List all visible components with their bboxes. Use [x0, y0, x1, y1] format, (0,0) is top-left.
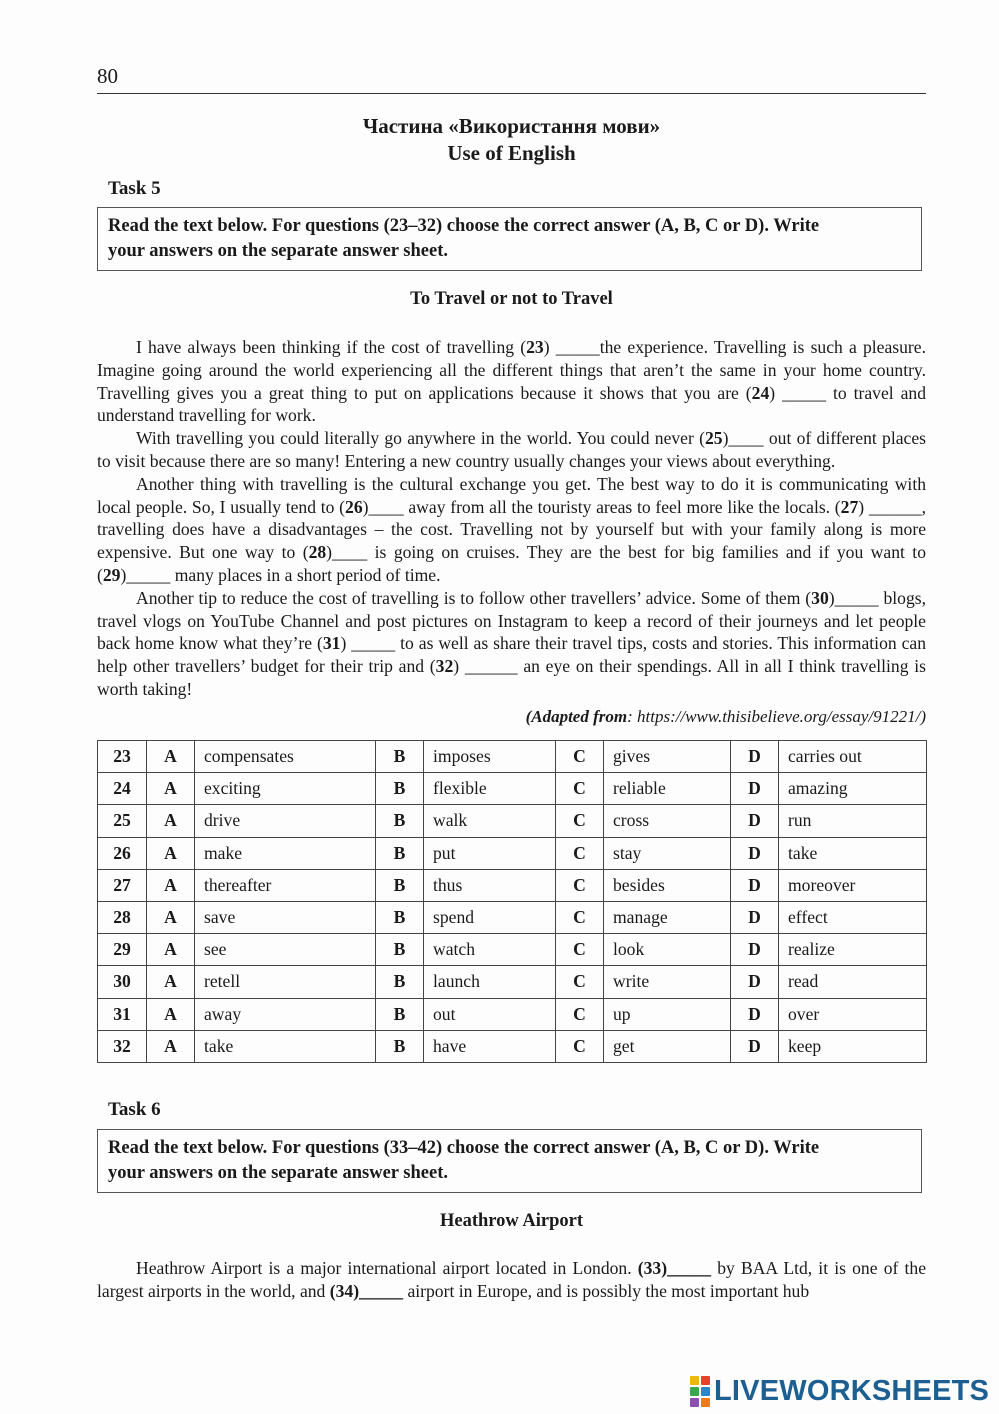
option-d-cell: effect — [779, 901, 927, 933]
option-d-cell: carries out — [779, 741, 927, 773]
question-number: (34)_____ — [329, 1280, 404, 1301]
option-b-cell: flexible — [424, 773, 556, 805]
option-letter-b: B — [376, 837, 424, 869]
text-run: With travelling you could literally go anywhere in the world. You could never ( — [136, 428, 705, 449]
question-number: 32 — [435, 656, 454, 677]
option-letter-d: D — [731, 998, 779, 1030]
table-row — [98, 773, 927, 805]
logo-square — [690, 1398, 699, 1407]
text-run: Heathrow Airport is a major international airport located in London. — [136, 1258, 638, 1278]
question-number-cell: 25 — [98, 805, 147, 837]
section-title-ua: Частина «Використання мови» — [362, 114, 661, 138]
question-number: (33)_____ — [637, 1258, 712, 1278]
option-d-cell: run — [779, 805, 927, 837]
option-letter-c: C — [556, 805, 604, 837]
question-number-cell: 30 — [98, 966, 147, 998]
option-a-cell: away — [195, 998, 376, 1030]
option-letter-a: A — [147, 966, 195, 998]
liveworksheets-logo[interactable] — [690, 1374, 989, 1408]
option-letter-a: A — [147, 837, 195, 869]
option-letter-b: B — [376, 998, 424, 1030]
task5-instruction-box — [97, 207, 922, 271]
table-row — [98, 805, 927, 837]
option-c-cell: stay — [604, 837, 731, 869]
text-run: airport in Europe, and is possibly the most important hub — [403, 1280, 810, 1301]
text-run: )____ away from all the touristy areas to feel more like the locals. ( — [362, 496, 841, 517]
option-letter-a: A — [147, 934, 195, 966]
table-row — [98, 998, 927, 1030]
option-d-cell: take — [779, 837, 927, 869]
question-number: 31 — [322, 633, 341, 654]
option-letter-a: A — [147, 869, 195, 901]
option-b-cell: thus — [424, 869, 556, 901]
option-letter-c: C — [556, 998, 604, 1030]
option-letter-c: C — [556, 741, 604, 773]
option-letter-c: C — [556, 869, 604, 901]
option-c-cell: reliable — [604, 773, 731, 805]
option-letter-a: A — [147, 805, 195, 837]
option-d-cell: read — [779, 966, 927, 998]
page-number: 80 — [97, 64, 118, 88]
option-a-cell: retell — [195, 966, 376, 998]
option-letter-a: A — [147, 901, 195, 933]
text-run: )_____ blogs, travel vlogs on YouTube Channel and post pictures on Instagram to keep a record of their journeys and let people back home know what they’re ( — [97, 587, 927, 654]
option-c-cell: manage — [604, 901, 731, 933]
task6-text — [97, 1257, 926, 1303]
option-c-cell: get — [604, 1030, 731, 1062]
task6-paragraph — [97, 1257, 926, 1303]
option-c-cell: cross — [604, 805, 731, 837]
source-url: : https://www.thisibelieve.org/essay/91221/) — [627, 707, 926, 726]
option-b-cell: spend — [424, 901, 556, 933]
table-row — [98, 869, 927, 901]
question-number: 23 — [526, 337, 544, 357]
text-run: I have always been thinking if the cost of travelling ( — [136, 337, 527, 357]
options-table — [97, 740, 927, 1063]
logo-mark-icon — [690, 1376, 710, 1407]
option-d-cell: over — [779, 998, 927, 1030]
task5-text — [97, 336, 926, 701]
task5-paragraph — [97, 427, 926, 473]
option-a-cell: compensates — [195, 741, 376, 773]
task5-paragraph — [97, 473, 926, 587]
option-letter-b: B — [376, 901, 424, 933]
question-number-cell: 23 — [98, 741, 147, 773]
task6-instruction-box — [97, 1129, 922, 1193]
top-rule — [97, 93, 926, 94]
text-run: ) ______ an eye on their spendings. All in all I think travelling is worth taking! — [97, 656, 926, 699]
task6-label: Task 6 — [108, 1099, 161, 1120]
option-letter-b: B — [376, 869, 424, 901]
text-run: )_____ many places in a short period of time. — [120, 564, 441, 585]
question-number-cell: 24 — [98, 773, 147, 805]
option-letter-d: D — [731, 1030, 779, 1062]
option-letter-b: B — [376, 773, 424, 805]
option-letter-d: D — [731, 966, 779, 998]
task6-instruction-line2: your answers on the separate answer sheet. — [108, 1163, 449, 1183]
text-run: )____ is going on cruises. They are the best for big families and if you want to ( — [97, 542, 926, 585]
option-letter-d: D — [731, 934, 779, 966]
logo-square — [701, 1387, 710, 1396]
task5-source — [97, 707, 926, 727]
option-letter-d: D — [731, 805, 779, 837]
logo-text: LIVEWORKSHEETS — [714, 1374, 990, 1407]
option-b-cell: have — [424, 1030, 556, 1062]
option-b-cell: walk — [424, 805, 556, 837]
task6-text-title: Heathrow Airport — [439, 1211, 583, 1231]
option-a-cell: save — [195, 901, 376, 933]
option-d-cell: realize — [779, 934, 927, 966]
question-number-cell: 31 — [98, 998, 147, 1030]
option-a-cell: drive — [195, 805, 376, 837]
text-run: ) _____ to as well as share their travel tips, costs and stories. This information can help other travellers’ budget for their trip and ( — [97, 633, 926, 677]
option-letter-b: B — [376, 1030, 424, 1062]
table-row — [98, 837, 927, 869]
option-letter-b: B — [376, 741, 424, 773]
question-number-cell: 32 — [98, 1030, 147, 1062]
option-d-cell: moreover — [779, 869, 927, 901]
option-letter-d: D — [731, 837, 779, 869]
option-b-cell: imposes — [424, 741, 556, 773]
question-number: 26 — [345, 496, 363, 517]
option-letter-d: D — [731, 741, 779, 773]
section-title-en: Use of English — [447, 141, 576, 165]
text-run: by BAA Ltd, it is one of the largest airports in the world, and — [97, 1258, 926, 1301]
text-run: Another thing with travelling is the cultural exchange you get. The best way to do it is communicating with local people. So, I usually tend to ( — [97, 473, 926, 517]
option-d-cell: keep — [779, 1030, 927, 1062]
option-b-cell: watch — [424, 934, 556, 966]
table-row — [98, 1030, 927, 1062]
option-letter-a: A — [147, 773, 195, 805]
option-c-cell: gives — [604, 741, 731, 773]
option-letter-c: C — [556, 901, 604, 933]
option-letter-b: B — [376, 966, 424, 998]
option-c-cell: write — [604, 966, 731, 998]
option-letter-a: A — [147, 741, 195, 773]
task6-instruction-line1: Read the text below. For questions (33–42) choose the correct answer (A, B, C or D). Write — [108, 1138, 820, 1158]
logo-square — [690, 1376, 699, 1385]
option-a-cell: exciting — [195, 773, 376, 805]
option-d-cell: amazing — [779, 773, 927, 805]
option-letter-a: A — [147, 998, 195, 1030]
option-letter-b: B — [376, 805, 424, 837]
option-letter-d: D — [731, 773, 779, 805]
logo-square — [690, 1387, 699, 1396]
question-number: 24 — [751, 382, 770, 403]
option-b-cell: out — [424, 998, 556, 1030]
option-b-cell: launch — [424, 966, 556, 998]
option-letter-b: B — [376, 934, 424, 966]
text-run: ) _____ to travel and understand travelling for work. — [97, 382, 926, 426]
option-c-cell: besides — [604, 869, 731, 901]
text-run: Another tip to reduce the cost of travelling is to follow other travellers’ advice. Some of them ( — [136, 587, 812, 608]
question-number-cell: 29 — [98, 934, 147, 966]
question-number: 27 — [840, 496, 859, 517]
option-letter-c: C — [556, 966, 604, 998]
question-number-cell: 26 — [98, 837, 147, 869]
text-run: ) _____the experience. Travelling is such a pleasure. Imagine going around the world experiencing all the different things that aren’t the same in your home country. Travelling gives you a great thing to put on applications because it shows that you are ( — [97, 337, 926, 403]
source-prefix: (Adapted from — [525, 707, 628, 726]
table-row — [98, 966, 927, 998]
task5-paragraph — [97, 336, 926, 427]
task5-text-title: To Travel or not to Travel — [410, 289, 613, 309]
option-a-cell: make — [195, 837, 376, 869]
option-letter-c: C — [556, 837, 604, 869]
text-run: ) ______, travelling does have a disadvantages – the cost. Travelling not by yourself but with your family along is more expensive. But one way to ( — [97, 496, 927, 563]
question-number: 29 — [102, 564, 121, 585]
table-row — [98, 934, 927, 966]
option-a-cell: thereafter — [195, 869, 376, 901]
logo-square — [701, 1376, 710, 1385]
table-row — [98, 901, 927, 933]
option-a-cell: take — [195, 1030, 376, 1062]
option-c-cell: up — [604, 998, 731, 1030]
option-letter-c: C — [556, 1030, 604, 1062]
option-letter-c: C — [556, 934, 604, 966]
option-b-cell: put — [424, 837, 556, 869]
logo-square — [701, 1398, 710, 1407]
option-letter-d: D — [731, 901, 779, 933]
task5-instruction-line2: your answers on the separate answer sheet. — [108, 241, 449, 261]
task5-label: Task 5 — [108, 178, 161, 199]
question-number: 30 — [811, 587, 829, 608]
option-letter-d: D — [731, 869, 779, 901]
text-run: )____ out of different places to visit because there are so many! Entering a new country usually changes your views about everything. — [97, 428, 926, 471]
question-number: 25 — [704, 428, 723, 449]
option-letter-c: C — [556, 773, 604, 805]
option-c-cell: look — [604, 934, 731, 966]
task5-instruction-line1: Read the text below. For questions (23–32) choose the correct answer (A, B, C or D). Write — [108, 216, 820, 236]
question-number-cell: 28 — [98, 901, 147, 933]
task5-paragraph — [97, 587, 926, 701]
question-number-cell: 27 — [98, 869, 147, 901]
option-letter-a: A — [147, 1030, 195, 1062]
table-row — [98, 741, 927, 773]
question-number: 28 — [308, 542, 327, 563]
option-a-cell: see — [195, 934, 376, 966]
